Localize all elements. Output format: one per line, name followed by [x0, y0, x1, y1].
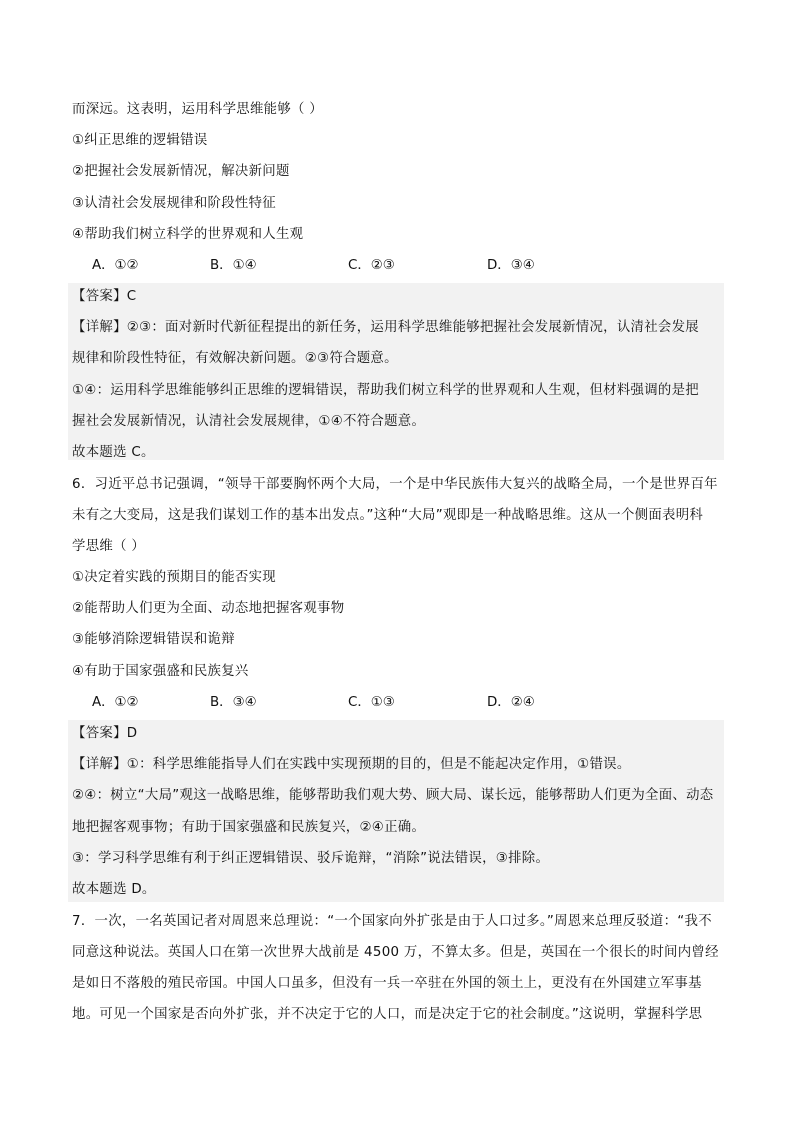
q6-analysis-2: ②④：树立“大局”观这一战略思维，能够帮助我们观大势、顾大局、谋长远，能够帮助人们更为全面、动态	[72, 788, 714, 803]
q5-options	[92, 256, 652, 276]
q7-stem-1: 7．一次，一名英国记者对周恩来总理说：“一个国家向外扩张是由于人口过多。”周恩来总理反驳道：“我不	[72, 914, 712, 929]
q6-analysis-1: 【详解】①：科学思维能指导人们在实践中实现预期的目的，但是不能起决定作用，①错误。	[72, 757, 631, 772]
q6-item-2: ②能帮助人们更为全面、动态地把握客观事物	[72, 601, 345, 616]
q5-item-4: ④帮助我们树立科学的世界观和人生观	[72, 227, 304, 242]
q6-option-c: C．①③	[348, 695, 395, 710]
q5-option-c: C．②③	[348, 258, 395, 273]
q6-option-b: B．③④	[210, 695, 257, 710]
q5-item-1: ①纠正思维的逻辑错误	[72, 133, 208, 148]
q6-stem-3: 学思维（ ）	[72, 539, 146, 554]
q5-item-2: ②把握社会发展新情况，解决新问题	[72, 164, 290, 179]
q5-option-b: B．①④	[210, 258, 257, 273]
q5-analysis-3: ①④：运用科学思维能够纠正思维的逻辑错误，帮助我们树立科学的世界观和人生观，但材料强调的是把	[72, 383, 699, 398]
q6-item-1: ①决定着实践的预期目的能否实现	[72, 570, 276, 585]
q7-stem-3: 是如日不落般的殖民帝国。中国人口虽多，但没有一兵一卒驻在外国的领土上，更没有在外国建立军事基	[72, 976, 702, 991]
q6-item-4: ④有助于国家强盛和民族复兴	[72, 664, 249, 679]
q6-analysis-4: ③：学习科学思维有利于纠正逻辑错误、驳斥诡辩，“消除”说法错误，③排除。	[72, 851, 550, 866]
q6-options	[92, 693, 652, 713]
q5-answer: 【答案】C	[72, 289, 137, 304]
q7-stem-2: 同意这种说法。英国人口在第一次世界大战前是 4500 万，不算太多。但是，英国在一个很长的时间内曾经	[72, 945, 719, 960]
q5-answer-box	[68, 283, 724, 460]
q5-analysis-4: 握社会发展新情况，认清社会发展规律，①④不符合题意。	[72, 414, 426, 429]
q6-analysis-3: 地把握客观事物；有助于国家强盛和民族复兴，②④正确。	[72, 820, 426, 835]
q6-option-d: D．②④	[487, 695, 535, 710]
q7-stem-4: 地。可见一个国家是否向外扩张，并不决定于它的人口，而是决定于它的社会制度。”这说明，掌握科学思	[72, 1007, 703, 1022]
q6-stem-1: 6．习近平总书记强调，“领导干部要胸怀两个大局，一个是中华民族伟大复兴的战略全局，一个是世界百年	[72, 477, 718, 492]
q6-stem-2: 未有之大变局，这是我们谋划工作的基本出发点。”这种“大局”观即是一种战略思维。这从一个侧面表明科	[72, 508, 704, 523]
q6-answer: 【答案】D	[72, 726, 138, 741]
q5-analysis-2: 规律和阶段性特征，有效解决新问题。②③符合题意。	[72, 351, 398, 366]
q5-analysis-5: 故本题选 C。	[72, 445, 155, 460]
q5-option-d: D．③④	[487, 258, 535, 273]
q6-item-3: ③能够消除逻辑错误和诡辩	[72, 632, 235, 647]
q6-answer-box	[68, 720, 724, 902]
q5-option-a: A．①②	[92, 258, 139, 273]
q5-analysis-1: 【详解】②③：面对新时代新征程提出的新任务，运用科学思维能够把握社会发展新情况，认清社会发展	[72, 320, 699, 335]
q6-option-a: A．①②	[92, 695, 139, 710]
q5-stem: 而深远。这表明，运用科学思维能够（ ）	[72, 102, 323, 117]
q5-item-3: ③认清社会发展规律和阶段性特征	[72, 196, 276, 211]
q6-analysis-5: 故本题选 D。	[72, 882, 156, 897]
